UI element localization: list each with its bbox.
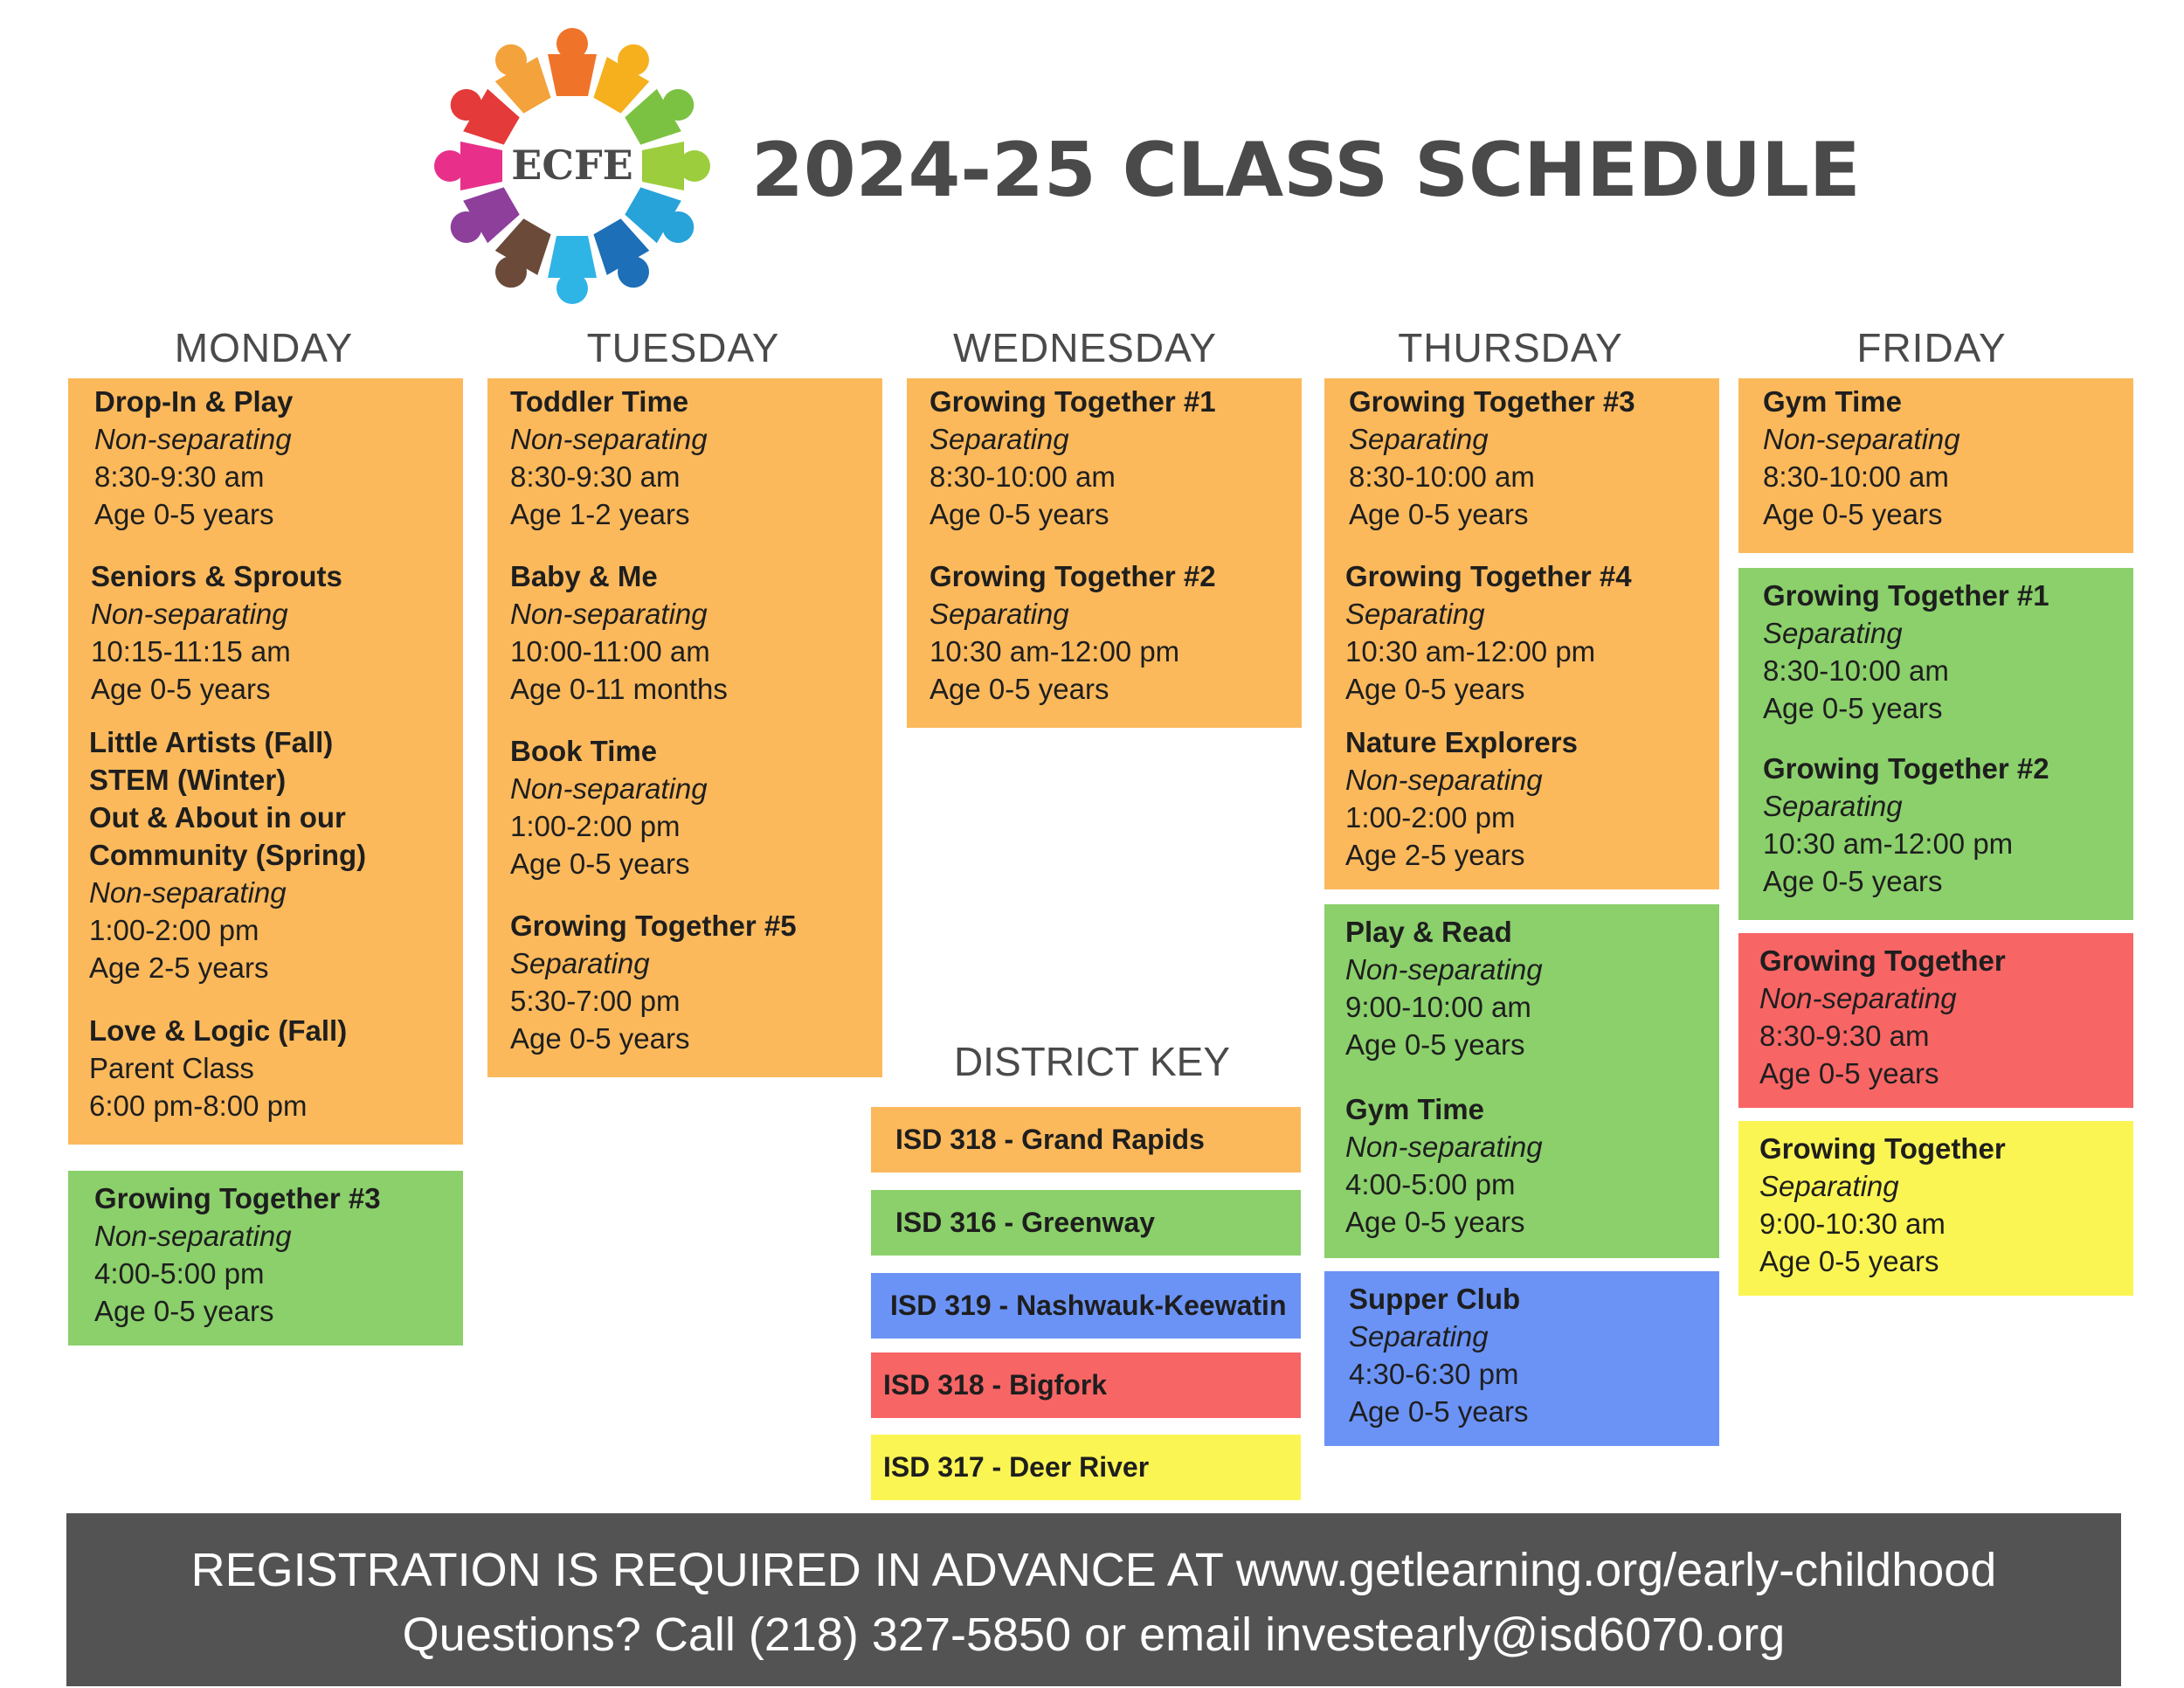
class-time: 1:00-2:00 pm	[89, 914, 259, 946]
class-nature-explorers	[1345, 723, 1578, 874]
class-title: Growing Together #1	[930, 385, 1216, 418]
district-key-deer-river	[871, 1435, 1301, 1500]
class-growing-together-1-wed	[930, 383, 1216, 533]
class-type: Non-separating	[510, 772, 708, 805]
class-age: Age 0-5 years	[510, 847, 690, 880]
district-key-nashwauk-keewatin	[871, 1273, 1301, 1339]
class-seniors-sprouts	[91, 557, 342, 708]
class-age: Age 0-5 years	[1345, 1206, 1525, 1238]
class-age: Age 2-5 years	[1345, 839, 1525, 871]
class-age: Age 0-5 years	[510, 1022, 690, 1055]
class-type: Non-separating	[510, 598, 708, 630]
class-time: 8:30-10:00 am	[1349, 460, 1535, 493]
class-growing-together-2-fri	[1763, 750, 2049, 900]
class-book-time	[510, 732, 708, 882]
class-type: Separating	[930, 423, 1069, 455]
class-title: Seniors & Sprouts	[91, 560, 342, 592]
district-key-label: ISD 318 - Grand Rapids	[895, 1124, 1205, 1155]
footer-contact-line: Questions? Call (218) 327-5850 or email investearly@isd6070.org	[402, 1608, 1786, 1661]
district-key-bigfork	[871, 1352, 1301, 1418]
class-time: 9:00-10:00 am	[1345, 991, 1531, 1023]
class-age: Age 0-5 years	[1349, 498, 1529, 530]
class-age: Age 1-2 years	[510, 498, 690, 530]
class-time: 1:00-2:00 pm	[510, 810, 681, 842]
class-title: Little Artists (Fall)	[89, 726, 334, 758]
class-title: Growing Together #3	[94, 1182, 381, 1214]
class-title: Book Time	[510, 735, 658, 767]
class-title: Supper Club	[1349, 1283, 1521, 1315]
logo-text: ECFE	[511, 142, 633, 189]
class-type: Non-separating	[1345, 953, 1543, 986]
class-type: Non-separating	[1345, 764, 1543, 796]
class-type: Separating	[1345, 598, 1485, 630]
class-title: Baby & Me	[510, 560, 658, 592]
class-age: Age 2-5 years	[89, 951, 269, 984]
class-age: Age 0-5 years	[91, 673, 271, 705]
class-time: 10:30 am-12:00 pm	[930, 635, 1180, 668]
class-growing-together-5	[510, 907, 797, 1057]
class-type: Non-separating	[1763, 423, 1960, 455]
class-age: Age 0-5 years	[930, 673, 1109, 705]
day-header-thursday: THURSDAY	[1398, 325, 1623, 370]
class-time: 8:30-9:30 am	[1759, 1020, 1930, 1052]
class-time: 8:30-9:30 am	[510, 460, 681, 493]
class-type: Separating	[1349, 423, 1489, 455]
class-growing-together-deer-river	[1759, 1130, 2006, 1280]
class-type: Non-separating	[89, 876, 287, 909]
class-growing-together-4	[1345, 557, 1632, 708]
class-type: Separating	[1763, 617, 1903, 649]
class-title: Growing Together #2	[930, 560, 1216, 592]
class-type: Non-separating	[1759, 982, 1957, 1014]
class-time: 8:30-10:00 am	[930, 460, 1116, 493]
footer-registration-line: REGISTRATION IS REQUIRED IN ADVANCE AT www.getlearning.org/early-childhood	[190, 1544, 1997, 1596]
class-title: Out & About in our	[89, 801, 346, 834]
class-title: Community (Spring)	[89, 839, 367, 871]
class-growing-together-2-wed	[930, 557, 1216, 708]
class-time: 4:30-6:30 pm	[1349, 1358, 1519, 1390]
class-gym-time-fri	[1763, 383, 1960, 533]
district-key-label: ISD 318 - Bigfork	[883, 1369, 1108, 1401]
class-drop-in-play	[94, 383, 293, 533]
class-title: Growing Together #1	[1763, 579, 2049, 612]
class-age: Age 0-5 years	[1759, 1057, 1939, 1090]
class-type: Non-separating	[510, 423, 708, 455]
class-type: Parent Class	[89, 1052, 254, 1084]
district-key-label: ISD 316 - Greenway	[895, 1207, 1156, 1238]
class-title: Gym Time	[1763, 385, 1902, 418]
class-title: Toddler Time	[510, 385, 689, 418]
district-key-grand-rapids	[871, 1107, 1301, 1173]
class-little-artists	[89, 723, 366, 986]
class-growing-together-3-mon	[94, 1180, 381, 1330]
class-type: Non-separating	[1345, 1131, 1543, 1163]
class-time: 10:30 am-12:00 pm	[1345, 635, 1596, 668]
class-age: Age 0-5 years	[930, 498, 1109, 530]
class-age: Age 0-5 years	[1349, 1395, 1529, 1428]
class-type: Non-separating	[94, 1220, 292, 1252]
class-time: 9:00-10:30 am	[1759, 1207, 1946, 1240]
district-key-title: DISTRICT KEY	[953, 1039, 1231, 1084]
class-title: Nature Explorers	[1345, 726, 1578, 758]
class-age: Age 0-5 years	[1759, 1245, 1939, 1277]
ecfe-logo	[419, 13, 725, 319]
day-header-tuesday: TUESDAY	[586, 325, 780, 370]
district-key-label: ISD 319 - Nashwauk-Keewatin	[890, 1290, 1287, 1321]
day-header-wednesday: WEDNESDAY	[952, 325, 1218, 370]
class-time: 1:00-2:00 pm	[1345, 801, 1516, 834]
class-age: Age 0-5 years	[1345, 1028, 1525, 1061]
class-age: Age 0-5 years	[1345, 673, 1525, 705]
class-time: 4:00-5:00 pm	[94, 1257, 265, 1290]
class-time: 4:00-5:00 pm	[1345, 1168, 1516, 1200]
class-age: Age 0-11 months	[510, 673, 728, 705]
class-baby-me	[510, 557, 728, 708]
class-time: 8:30-10:00 am	[1763, 654, 1949, 687]
class-time: 10:30 am-12:00 pm	[1763, 827, 2014, 860]
class-age: Age 0-5 years	[94, 498, 274, 530]
class-growing-together-bigfork	[1759, 942, 2006, 1092]
class-play-read	[1345, 913, 1543, 1063]
class-title: STEM (Winter)	[89, 764, 287, 796]
class-title: Growing Together #2	[1763, 752, 2049, 785]
class-title: Love & Logic (Fall)	[89, 1014, 348, 1047]
class-type: Separating	[510, 947, 650, 979]
class-time: 6:00 pm-8:00 pm	[89, 1090, 308, 1122]
class-title: Growing Together #4	[1345, 560, 1632, 592]
class-growing-together-3-thu	[1349, 383, 1635, 533]
class-type: Non-separating	[94, 423, 292, 455]
class-growing-together-1-fri	[1763, 577, 2049, 727]
class-supper-club	[1349, 1280, 1528, 1430]
class-age: Age 0-5 years	[1763, 865, 1943, 897]
class-title: Growing Together #5	[510, 910, 797, 942]
class-toddler-time	[510, 383, 708, 533]
class-time: 8:30-10:00 am	[1763, 460, 1949, 493]
class-time: 10:00-11:00 am	[510, 635, 710, 668]
class-age: Age 0-5 years	[1763, 498, 1943, 530]
class-type: Non-separating	[91, 598, 288, 630]
registration-footer	[66, 1513, 2121, 1686]
class-time: 8:30-9:30 am	[94, 460, 265, 493]
class-time: 10:15-11:15 am	[91, 635, 291, 668]
page-title: 2024-25 CLASS SCHEDULE	[751, 127, 1861, 214]
class-type: Separating	[1763, 790, 1903, 822]
class-type: Separating	[930, 598, 1069, 630]
class-time: 5:30-7:00 pm	[510, 985, 681, 1017]
class-title: Growing Together	[1759, 944, 2006, 977]
day-header-monday: MONDAY	[174, 325, 354, 370]
class-title: Growing Together	[1759, 1132, 2006, 1165]
class-age: Age 0-5 years	[94, 1295, 274, 1327]
district-key-greenway	[871, 1190, 1301, 1256]
class-title: Drop-In & Play	[94, 385, 294, 418]
class-age: Age 0-5 years	[1763, 692, 1943, 724]
class-type: Separating	[1349, 1320, 1489, 1352]
class-title: Play & Read	[1345, 916, 1512, 948]
class-title: Growing Together #3	[1349, 385, 1635, 418]
day-header-friday: FRIDAY	[1856, 325, 2007, 370]
class-type: Separating	[1759, 1170, 1899, 1202]
class-title: Gym Time	[1345, 1093, 1484, 1125]
class-love-logic	[89, 1012, 347, 1124]
district-key-label: ISD 317 - Deer River	[883, 1451, 1150, 1483]
class-gym-time-thu	[1345, 1090, 1543, 1241]
